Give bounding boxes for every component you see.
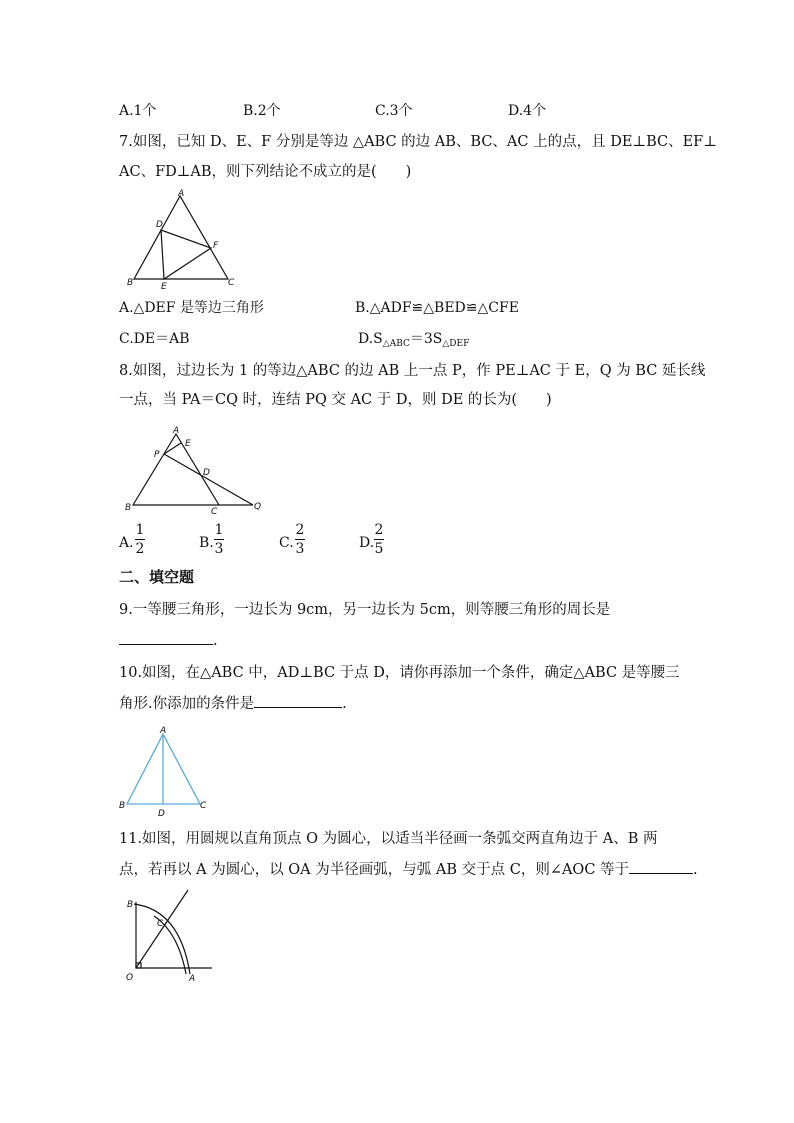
q8-option-d-fraction: 2 5 <box>374 522 384 557</box>
q11-figure <box>122 888 218 986</box>
q8-option-b-fraction: 1 3 <box>214 522 224 557</box>
q8-option-c-fraction: 2 3 <box>295 522 305 557</box>
q8-label-p: P <box>154 450 160 460</box>
q11-text-line1: 11.如图，用圆规以直角顶点 O 为圆心，以适当半径画一条弧交两直角边于 A、B 两 <box>119 831 658 847</box>
q8-option-b-letter: B. <box>199 535 214 551</box>
q7-label-b: B <box>127 278 134 288</box>
q7-option-d: $D.S_{\triangle ABC}=3S_{\triangle DEF}$ <box>358 331 470 349</box>
q8-label-e: E <box>185 439 191 449</box>
q6-option-b: B.2个 <box>243 103 281 119</box>
q10-label-d: D <box>158 809 165 818</box>
q7-label-c: C <box>228 278 235 288</box>
q6-option-a: A.1个 <box>119 103 157 119</box>
q8-label-b: B <box>125 503 132 513</box>
q11-arc-ab <box>134 904 190 974</box>
q7-option-b: B.△ADF≌△BED≌△CFE <box>355 300 519 316</box>
q9-answer-line: . <box>119 630 218 651</box>
q8-figure <box>123 424 265 516</box>
q8-option-c-letter: C. <box>279 535 294 551</box>
q8-text-line1: 8.如图，过边长为 1 的等边△ABC 的边 AB 上一点 P，作 PE⊥AC 于 E，Q 为 BC 延长线 <box>119 363 706 379</box>
q10-text-line1: 10.如图，在△ABC 中，AD⊥BC 于点 D，请你再添加一个条件，确定△ABC 是等腰三 <box>119 665 680 681</box>
q8-label-a: A <box>173 426 180 436</box>
q7-option-a: A.△DEF 是等边三角形 <box>119 300 264 316</box>
q11-label-c: C <box>157 919 164 929</box>
q10-text-line2: 角形.你添加的条件是 . <box>119 693 347 714</box>
q7-figure <box>124 188 244 292</box>
section-heading-fill-in: 二、填空题 <box>119 568 195 586</box>
q10-label-b: B <box>119 801 126 811</box>
q8-option-a-fraction: 1 2 <box>135 522 145 557</box>
q11-label-a: A <box>189 974 196 984</box>
q8-text-line2: 一点，当 PA＝CQ 时，连结 PQ 交 AC 于 D，则 DE 的长为( ) <box>119 392 552 408</box>
q8-option-d-letter: D. <box>359 535 375 551</box>
q8-label-q: Q <box>254 502 262 512</box>
q11-label-o: O <box>126 973 134 983</box>
q6-option-d: D.4个 <box>508 103 547 119</box>
q8-option-a-letter: A. <box>119 535 134 551</box>
q10-answer-blank[interactable] <box>254 693 342 708</box>
q11-answer-blank[interactable] <box>629 859 693 874</box>
q8-segment-pq <box>164 454 253 505</box>
q7-label-f: F <box>213 241 219 251</box>
q7-option-c: C.DE＝AB <box>119 331 190 347</box>
q8-label-d: D <box>203 468 210 478</box>
q9-answer-blank[interactable] <box>119 630 213 645</box>
q8-label-c: C <box>211 507 218 516</box>
q10-label-a: A <box>160 726 167 736</box>
q7-label-d: D <box>156 220 163 230</box>
q7-label-e: E <box>161 282 167 292</box>
q10-label-c: C <box>200 801 207 811</box>
q11-label-b: B <box>127 900 134 910</box>
q9-text-line1: 9.一等腰三角形，一边长为 9cm，另一边长为 5cm，则等腰三角形的周长是 <box>119 602 611 618</box>
q7-text-line1: 7.如图，已知 D、E、F 分别是等边 △ABC 的边 AB、BC、AC 上的点，且 DE⊥BC、EF⊥ <box>119 134 717 150</box>
q11-ray-oc <box>136 890 188 968</box>
q7-label-a: A <box>178 189 185 199</box>
q7-text-line2: AC、FD⊥AB，则下列结论不成立的是( ) <box>119 164 412 180</box>
q6-option-c: C.3个 <box>375 103 413 119</box>
q11-text-line2: 点，若再以 A 为圆心，以 OA 为半径画弧，与弧 AB 交于点 C，则∠AOC 等于 . <box>119 859 698 880</box>
q10-figure <box>116 724 214 818</box>
